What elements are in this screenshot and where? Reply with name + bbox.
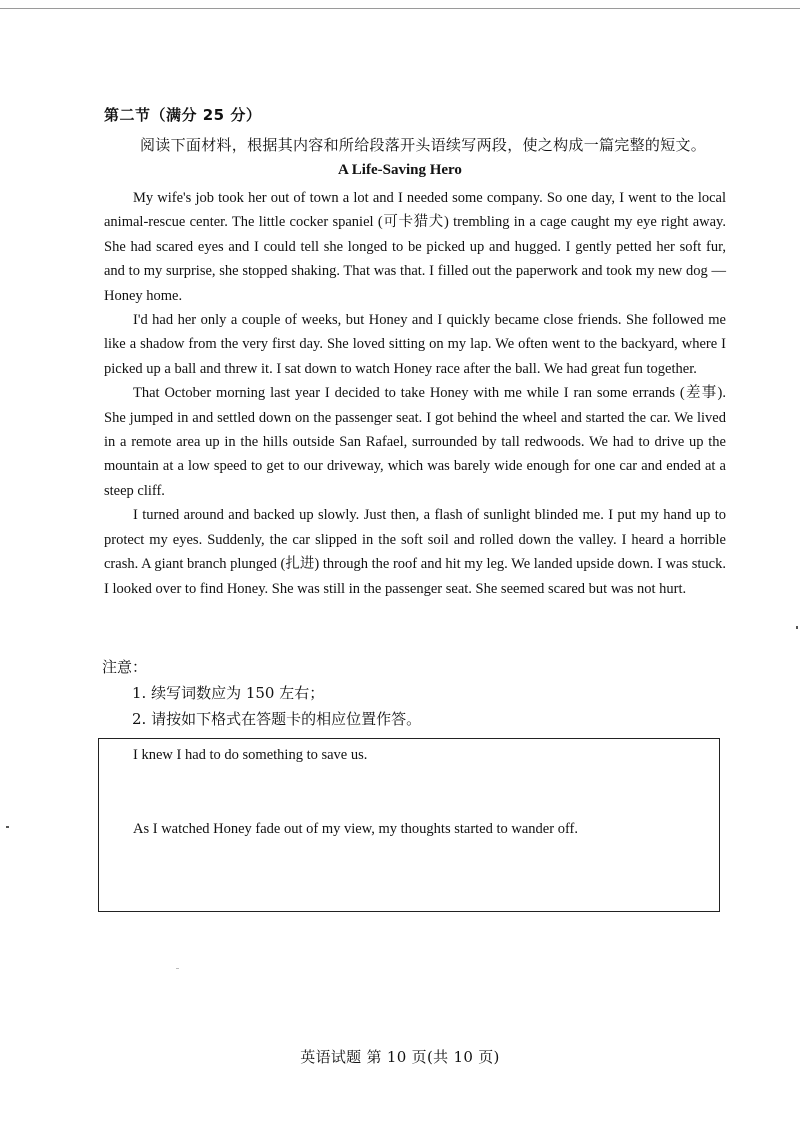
- notes-list: [132, 680, 421, 732]
- paragraph-opening-2: As I watched Honey fade out of my view, my thoughts started to wander off.: [133, 821, 578, 837]
- scan-speck: [796, 626, 798, 629]
- note-item-word-count: 1. 续写词数应为 150 左右；: [132, 684, 325, 702]
- answer-box: [98, 738, 720, 912]
- story-title: A Life-Saving Hero: [338, 162, 462, 178]
- note-item-format: 2. 请按如下格式在答题卡的相应位置作答。: [132, 710, 422, 728]
- story-paragraph-3: That October morning last year I decided to take Honey with me while I ran some errands (差事). She jumped in and settled down on the passenger seat. I got behind the wheel and started the car. We lived in a remote area up in the hills outside San Rafael, surrounded by tall redwoods. We had to drive up the mountain at a low speed to get to our driveway, which was barely wide enough for one car and ended at a steep cliff.: [104, 385, 726, 499]
- story-paragraph-4: I turned around and backed up slowly. Just then, a flash of sunlight blinded me. I put my hand up to protect my eyes. Suddenly, the car slipped in the soft soil and rolled down the valley. I heard a horrible crash. A giant branch plunged (扎进) through the roof and hit my leg. We landed upside down. I was stuck. I looked over to find Honey. She was still in the passenger seat. She seemed scared but was not hurt.: [104, 507, 726, 597]
- notes-label: 注意：: [102, 658, 148, 676]
- section-heading: 第二节（满分 25 分）: [104, 106, 262, 124]
- story-paragraph-2: I'd had her only a couple of weeks, but Honey and I quickly became close friends. She followed me like a shadow from the very first day. She loved sitting on my lap. We often went to the backyard, where I picked up a ball and threw it. I sat down to watch Honey race after the ball. We had great fun together.: [104, 312, 726, 377]
- story-paragraph-1: My wife's job took her out of town a lot and I needed some company. So one day, I went to the local animal-rescue center. The little cocker spaniel (可卡猎犬) trembling in a cage caught my eye right away. She had scared eyes and I could tell she longed to be picked up and hugged. I gently petted her soft fur, and to my surprise, she stopped shaking. That was that. I filled out the paperwork and took my new dog — Honey home.: [104, 190, 726, 304]
- scan-speck: [6, 826, 9, 828]
- page-footer: 英语试题 第 10 页(共 10 页): [300, 1048, 500, 1066]
- scan-speck: [176, 968, 179, 969]
- instruction-text: 阅读下面材料，根据其内容和所给段落开头语续写两段，使之构成一篇完整的短文。: [140, 136, 707, 154]
- paragraph-opening-1: I knew I had to do something to save us.: [133, 747, 368, 763]
- top-scan-rule: [0, 8, 800, 9]
- story-body: [104, 186, 726, 601]
